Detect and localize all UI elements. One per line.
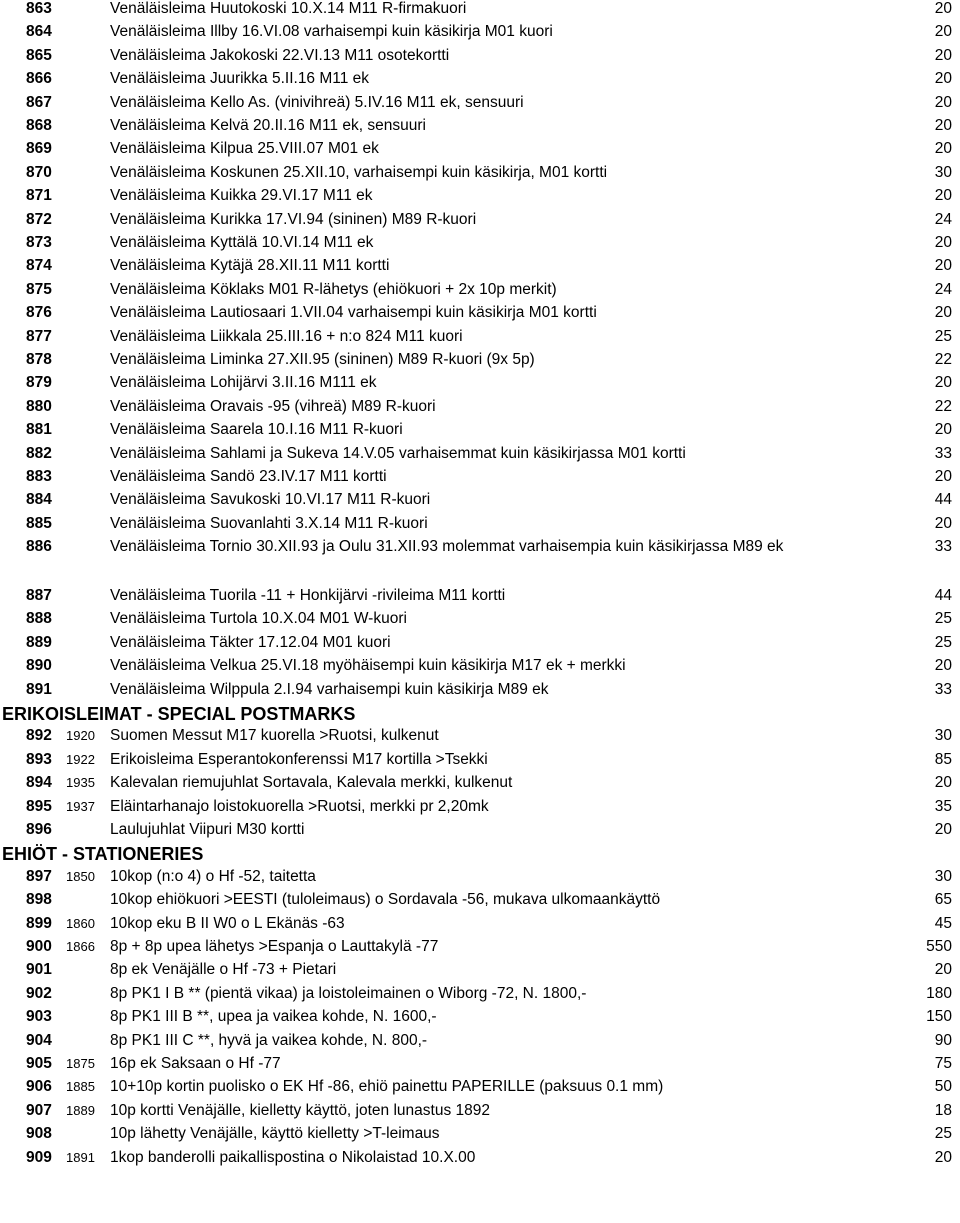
lot-description: Venäläisleima Saarela 10.I.16 M11 R-kuori: [110, 421, 403, 439]
lot-row: [0, 301, 960, 324]
lot-price: 45: [934, 914, 952, 932]
lot-number: 907: [26, 1101, 52, 1119]
lot-description: 8p ek Venäjälle o Hf -73 + Pietari: [110, 961, 337, 979]
lot-row: [0, 654, 960, 677]
lot-row: [0, 678, 960, 701]
lot-row: [0, 818, 960, 841]
lot-description: Venäläisleima Lohijärvi 3.II.16 M111 ek: [110, 374, 377, 392]
lot-row: [0, 208, 960, 231]
lot-description: 8p PK1 III C **, hyvä ja vaikea kohde, N. 800,-: [110, 1031, 428, 1049]
lot-number: 866: [26, 70, 52, 88]
lot-row: [0, 512, 960, 535]
lot-description: Venäläisleima Huutokoski 10.X.14 M11 R-firmakuori: [110, 0, 467, 17]
lot-description: Suomen Messut M17 kuorella >Ruotsi, kulkenut: [110, 727, 439, 745]
lot-number: 886: [26, 538, 52, 556]
lot-number: 877: [26, 327, 52, 345]
lot-price: 33: [934, 680, 952, 698]
lot-price: 30: [934, 727, 952, 745]
lot-description: Venäläisleima Liminka 27.XII.95 (sininen) M89 R-kuori (9x 5p): [110, 351, 535, 368]
lot-number: 876: [26, 304, 52, 322]
lot-year: 1860: [66, 915, 95, 931]
lot-description: Venäläisleima Jakokoski 22.VI.13 M11 osotekortti: [110, 46, 450, 64]
lot-number: 895: [26, 797, 52, 815]
lot-number: 902: [26, 984, 52, 1002]
lot-description: 10kop (n:o 4) o Hf -52, taitetta: [110, 867, 316, 885]
lot-number: 874: [26, 257, 52, 275]
lot-price: 20: [934, 421, 952, 439]
lot-price: 20: [934, 93, 952, 111]
lot-number: 884: [26, 491, 52, 509]
lot-price: 18: [934, 1101, 952, 1119]
lot-price: 25: [934, 633, 952, 651]
lot-row: [0, 631, 960, 654]
lot-price: 44: [934, 587, 952, 604]
lot-number: 880: [26, 397, 52, 415]
lot-number: 883: [26, 468, 52, 485]
lot-number: 893: [26, 750, 52, 768]
lot-description: Venäläisleima Kyttälä 10.VI.14 M11 ek: [110, 234, 374, 251]
lot-number: 904: [26, 1031, 52, 1049]
lot-description: Venäläisleima Kurikka 17.VI.94 (sininen) M89 R-kuori: [110, 210, 477, 228]
lot-number: 881: [26, 421, 52, 439]
lot-description: 10kop ehiökuori >EESTI (tuloleimaus) o Sordavala -56, mukava ulkomaankäyttö: [110, 891, 661, 909]
lot-row: [0, 442, 960, 465]
lot-row: [0, 1146, 960, 1169]
lot-year: 1850: [66, 868, 95, 884]
lot-price: 20: [934, 0, 952, 17]
lot-description: Venäläisleima Wilppula 2.I.94 varhaisempi kuin käsikirja M89 ek: [110, 680, 549, 698]
lot-description: Venäläisleima Suovanlahti 3.X.14 M11 R-kuori: [110, 514, 428, 532]
lot-description: Venäläisleima Turtola 10.X.04 M01 W-kuori: [110, 610, 407, 628]
lot-number: 885: [26, 514, 52, 532]
lot-description: Venäläisleima Koskunen 25.XII.10, varhaisempi kuin käsikirja, M01 kortti: [110, 163, 608, 181]
lot-price: 75: [934, 1055, 952, 1072]
lot-year: 1875: [66, 1056, 95, 1071]
lot-price: 20: [934, 468, 952, 485]
lot-number: 864: [26, 23, 52, 41]
lot-number: 875: [26, 280, 52, 298]
lot-number: 894: [26, 774, 52, 792]
lot-description: 16p ek Saksaan o Hf -77: [110, 1055, 281, 1072]
lot-row: [0, 748, 960, 771]
lot-price: 20: [934, 961, 952, 979]
lot-number: 865: [26, 46, 52, 64]
lot-row: [0, 584, 960, 607]
lot-price: 35: [934, 797, 952, 815]
lot-number: 867: [26, 93, 52, 111]
lot-price: 20: [934, 514, 952, 532]
lot-number: 909: [26, 1148, 52, 1166]
lot-price: 20: [934, 304, 952, 322]
lot-number: 873: [26, 234, 52, 251]
lot-row: [0, 1122, 960, 1145]
lot-number: 900: [26, 938, 52, 955]
lot-row: [0, 371, 960, 394]
lot-price: 20: [934, 657, 952, 675]
lot-description: 8p + 8p upea lähetys >Espanja o Lauttakylä -77: [110, 938, 439, 955]
lot-number: 897: [26, 867, 52, 885]
lot-description: Venäläisleima Kilpua 25.VIII.07 M01 ek: [110, 140, 379, 158]
lot-number: 908: [26, 1125, 52, 1143]
lot-price: 44: [934, 491, 952, 509]
lot-row: [0, 1005, 960, 1028]
lot-number: 863: [26, 0, 52, 17]
lot-price: 20: [934, 1148, 952, 1166]
lot-number: 892: [26, 727, 52, 745]
lot-row: [0, 465, 960, 488]
lot-description: Kalevalan riemujuhlat Sortavala, Kalevala merkki, kulkenut: [110, 774, 513, 792]
lot-price: 20: [934, 187, 952, 205]
lot-price: 25: [934, 327, 952, 345]
lot-year: 1937: [66, 798, 95, 814]
lot-description: 8p PK1 I B ** (pientä vikaa) ja loistoleimainen o Wiborg -72, N. 1800,-: [110, 984, 587, 1002]
lot-row: [0, 348, 960, 371]
lot-row: [0, 865, 960, 888]
lot-price: 20: [934, 46, 952, 64]
lot-price: 33: [934, 444, 952, 462]
lot-row: [0, 1029, 960, 1052]
section-heading: EHIÖT - STATIONERIES: [2, 844, 204, 865]
lot-number: 903: [26, 1008, 52, 1026]
lot-row: [0, 724, 960, 747]
lot-year: 1920: [66, 728, 95, 744]
lot-row: [0, 888, 960, 911]
lot-number: 905: [26, 1055, 52, 1072]
lot-year: 1885: [66, 1079, 95, 1095]
lot-number: 878: [26, 351, 52, 368]
lot-description: Erikoisleima Esperantokonferenssi M17 kortilla >Tsekki: [110, 750, 488, 768]
lot-number: 887: [26, 587, 52, 604]
lot-price: 24: [934, 280, 952, 298]
lot-price: 180: [926, 984, 952, 1002]
lot-description: Venäläisleima Kello As. (vinivihreä) 5.IV.16 M11 ek, sensuuri: [110, 93, 524, 111]
lot-price: 90: [934, 1031, 952, 1049]
lot-description: Venäläisleima Velkua 25.VI.18 myöhäisempi kuin käsikirja M17 ek + merkki: [110, 657, 626, 675]
lot-price: 24: [934, 210, 952, 228]
lot-row: [0, 1075, 960, 1098]
lot-number: 871: [26, 187, 52, 205]
lot-number: 868: [26, 117, 52, 134]
lot-description: 1kop banderolli paikallispostina o Nikolaistad 10.X.00: [110, 1148, 476, 1166]
lot-description: Venäläisleima Kuikka 29.VI.17 M11 ek: [110, 187, 373, 205]
lot-row: [0, 535, 960, 581]
lot-price: 25: [934, 610, 952, 628]
lot-price: 550: [926, 938, 952, 955]
lot-row: [0, 958, 960, 981]
lot-price: 33: [934, 538, 952, 556]
lot-year: 1866: [66, 939, 95, 954]
lot-price: 20: [934, 117, 952, 134]
lot-row: [0, 771, 960, 794]
lot-description: Venäläisleima Köklaks M01 R-lähetys (ehiökuori + 2x 10p merkit): [110, 280, 557, 298]
lot-row: [0, 20, 960, 43]
lot-row: [0, 161, 960, 184]
lot-row: [0, 982, 960, 1005]
lot-row: [0, 137, 960, 160]
lot-price: 20: [934, 774, 952, 792]
lot-description: Venäläisleima Tornio 30.XII.93 ja Oulu 31.XII.93 molemmat varhaisempia kuin käsikirjassa M89 ek: [110, 538, 784, 556]
lot-description: Laulujuhlat Viipuri M30 kortti: [110, 821, 305, 838]
lot-row: [0, 231, 960, 254]
lot-row: [0, 254, 960, 277]
lot-price: 25: [934, 1125, 952, 1143]
lot-description: Venäläisleima Sahlami ja Sukeva 14.V.05 varhaisemmat kuin käsikirjassa M01 kortti: [110, 444, 686, 462]
lot-year: 1889: [66, 1102, 95, 1118]
lot-row: [0, 935, 960, 958]
lot-year: 1935: [66, 775, 95, 791]
lot-row: [0, 0, 960, 20]
lot-number: 906: [26, 1078, 52, 1096]
lot-price: 50: [934, 1078, 952, 1096]
lot-number: 869: [26, 140, 52, 158]
lot-description: Venäläisleima Kytäjä 28.XII.11 M11 kortti: [110, 257, 390, 275]
lot-price: 22: [934, 397, 952, 415]
lot-description: Venäläisleima Savukoski 10.VI.17 M11 R-kuori: [110, 491, 431, 509]
lot-price: 150: [926, 1008, 952, 1026]
lot-row: [0, 278, 960, 301]
lot-year: 1891: [66, 1149, 95, 1165]
lot-price: 30: [934, 163, 952, 181]
lot-description: Venäläisleima Liikkala 25.III.16 + n:o 824 M11 kuori: [110, 327, 463, 345]
lot-row: [0, 1099, 960, 1122]
lot-row: [0, 395, 960, 418]
lot-description: Eläintarhanajo loistokuorella >Ruotsi, merkki pr 2,20mk: [110, 797, 489, 815]
lot-description: 10kop eku B II W0 o L Ekänäs -63: [110, 914, 345, 932]
lot-number: 891: [26, 680, 52, 698]
lot-description: 10p lähetty Venäjälle, käyttö kielletty >T-leimaus: [110, 1125, 440, 1143]
lot-number: 901: [26, 961, 52, 979]
lot-price: 30: [934, 867, 952, 885]
lot-row: [0, 912, 960, 935]
lot-number: 889: [26, 633, 52, 651]
lot-row: [0, 325, 960, 348]
lot-number: 898: [26, 891, 52, 909]
lot-row: [0, 67, 960, 90]
lot-description: Venäläisleima Kelvä 20.II.16 M11 ek, sensuuri: [110, 117, 426, 134]
lot-row: [0, 91, 960, 114]
lot-price: 20: [934, 70, 952, 88]
lot-description: 10+10p kortin puolisko o EK Hf -86, ehiö painettu PAPERILLE (paksuus 0.1 mm): [110, 1078, 664, 1096]
lot-description: Venäläisleima Oravais -95 (vihreä) M89 R-kuori: [110, 397, 436, 415]
lot-number: 879: [26, 374, 52, 392]
lot-description: Venäläisleima Tuorila -11 + Honkijärvi -rivileima M11 kortti: [110, 587, 506, 604]
lot-description: 8p PK1 III B **, upea ja vaikea kohde, N. 1600,-: [110, 1008, 437, 1026]
lot-number: 890: [26, 657, 52, 675]
lot-number: 870: [26, 163, 52, 181]
lot-row: [0, 488, 960, 511]
lot-description: Venäläisleima Täkter 17.12.04 M01 kuori: [110, 633, 391, 651]
lot-description: Venäläisleima Sandö 23.IV.17 M11 kortti: [110, 468, 387, 485]
lot-price: 20: [934, 23, 952, 41]
lot-description: Venäläisleima Juurikka 5.II.16 M11 ek: [110, 70, 370, 88]
lot-price: 20: [934, 234, 952, 251]
lot-price: 22: [934, 351, 952, 368]
lot-price: 85: [934, 750, 952, 768]
lot-number: 896: [26, 821, 52, 838]
section-heading: ERIKOISLEIMAT - SPECIAL POSTMARKS: [2, 704, 356, 724]
lot-row: [0, 114, 960, 137]
lot-price: 65: [934, 891, 952, 909]
lot-row: [0, 418, 960, 441]
lot-description: 10p kortti Venäjälle, kielletty käyttö, joten lunastus 1892: [110, 1101, 490, 1119]
lot-row: [0, 1052, 960, 1075]
lot-price: 20: [934, 257, 952, 275]
lot-number: 882: [26, 444, 52, 462]
lot-row: [0, 795, 960, 818]
lot-number: 872: [26, 210, 52, 228]
lot-description: Venäläisleima Illby 16.VI.08 varhaisempi kuin käsikirja M01 kuori: [110, 23, 553, 41]
lot-description: Venäläisleima Lautiosaari 1.VII.04 varhaisempi kuin käsikirja M01 kortti: [110, 304, 597, 322]
lot-row: [0, 44, 960, 67]
lot-price: 20: [934, 821, 952, 838]
lot-row: [0, 607, 960, 630]
lot-year: 1922: [66, 751, 95, 767]
lot-row: [0, 184, 960, 207]
lot-price: 20: [934, 140, 952, 158]
lot-number: 899: [26, 914, 52, 932]
lot-price: 20: [934, 374, 952, 392]
lot-number: 888: [26, 610, 52, 628]
